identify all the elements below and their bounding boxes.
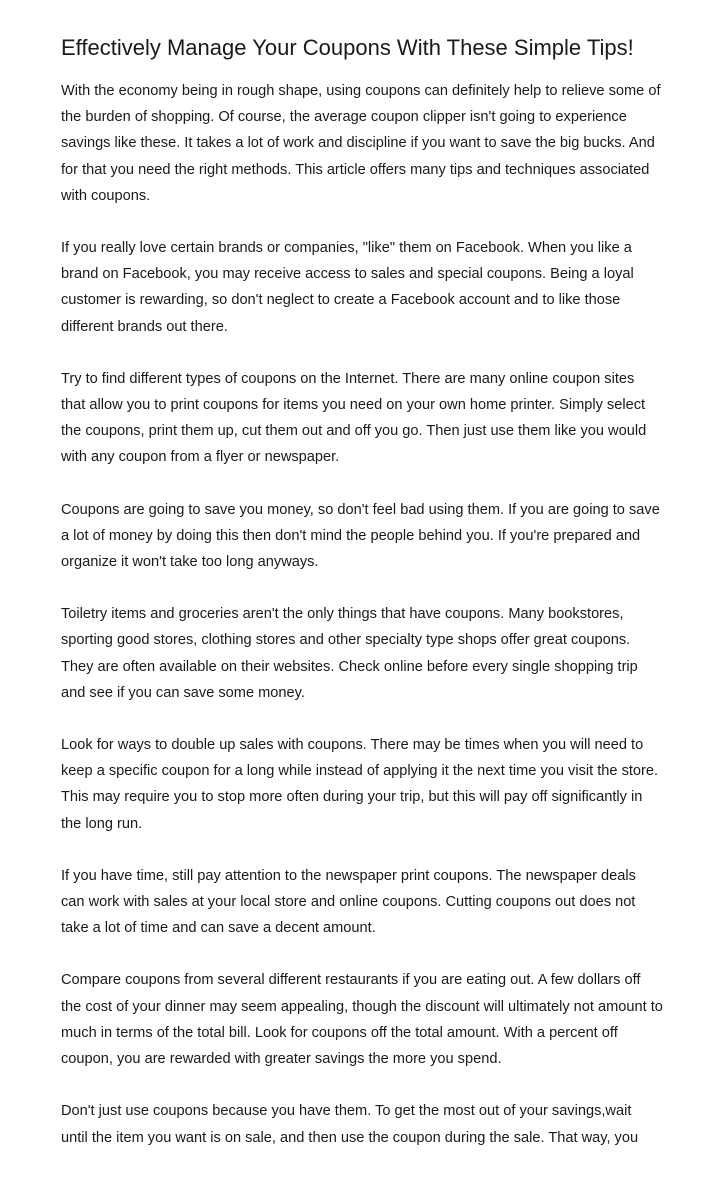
text-line: brand on Facebook, you may receive access to sales and special coupons. Being a loyal	[61, 266, 634, 283]
text-line: different brands out there.	[61, 318, 228, 335]
text-line: and see if you can save some money.	[61, 684, 305, 701]
paragraph	[61, 497, 673, 576]
text-line: keep a specific coupon for a long while instead of applying it the next time you visit the store.	[61, 763, 659, 780]
text-line: coupon, you are rewarded with greater savings the more you spend.	[61, 1051, 502, 1068]
text-line: With the economy being in rough shape, using coupons can definitely help to relieve some of	[61, 83, 661, 99]
text-line: a lot of money by doing this then don't mind the people behind you. If you're prepared and	[61, 527, 641, 544]
text-line: the cost of your dinner may seem appealing, though the discount will ultimately not amount to	[61, 998, 663, 1015]
text-line: can work with sales at your local store and online coupons. Cutting coupons out does not	[61, 894, 636, 911]
document-page	[61, 34, 673, 1177]
paragraph	[61, 601, 673, 706]
text-line: customer is rewarding, so don't neglect to create a Facebook account and to like those	[61, 292, 621, 309]
page-title: Effectively Manage Your Coupons With These Simple Tips!	[61, 35, 634, 60]
paragraph	[61, 235, 673, 340]
text-line: organize it won't take too long anyways.	[61, 554, 319, 571]
text-line: If you really love certain brands or companies, "like" them on Facebook. When you like a	[61, 240, 632, 257]
paragraph	[61, 863, 673, 942]
text-line: Look for ways to double up sales with coupons. There may be times when you will need to	[61, 737, 644, 754]
text-line: the burden of shopping. Of course, the average coupon clipper isn't going to experience	[61, 109, 627, 126]
text-line: Don't just use coupons because you have them. To get the most out of your savings,wait	[61, 1103, 632, 1120]
text-line: If you have time, still pay attention to the newspaper print coupons. The newspaper deals	[61, 867, 636, 884]
document-body	[61, 78, 673, 1151]
text-line: the coupons, print them up, cut them out and off you go. Then just use them like you would	[61, 423, 647, 440]
text-line: They are often available on their websites. Check online before every single shopping trip	[61, 658, 638, 675]
paragraph	[61, 1098, 673, 1150]
text-line: much in terms of the total bill. Look for coupons off the total amount. With a percent off	[61, 1024, 618, 1041]
paragraph	[61, 967, 673, 1072]
text-line: Toiletry items and groceries aren't the only things that have coupons. Many bookstores,	[61, 606, 624, 623]
text-line: take a lot of time and can save a decent amount.	[61, 920, 376, 937]
text-line: This may require you to stop more often during your trip, but this will pay off significantly in	[61, 789, 643, 806]
text-line: Try to find different types of coupons on the Internet. There are many online coupon sites	[61, 370, 635, 387]
text-line: with coupons.	[61, 187, 151, 204]
text-line: until the item you want is on sale, and then use the coupon during the sale. That way, you	[61, 1129, 639, 1146]
paragraph	[61, 732, 673, 837]
text-line: Compare coupons from several different restaurants if you are eating out. A few dollars off	[61, 972, 641, 989]
text-line: Coupons are going to save you money, so don't feel bad using them. If you are going to save	[61, 501, 660, 518]
text-line: with any coupon from a flyer or newspaper.	[61, 449, 340, 466]
text-line: for that you need the right methods. This article offers many tips and techniques associated	[61, 161, 650, 178]
text-line: sporting good stores, clothing stores and other specialty type shops offer great coupons.	[61, 632, 631, 649]
text-line: that allow you to print coupons for items you need on your own home printer. Simply select	[61, 397, 646, 414]
text-line: the long run.	[61, 815, 143, 832]
paragraph	[61, 366, 673, 471]
paragraph	[61, 78, 673, 209]
text-line: savings like these. It takes a lot of work and discipline if you want to save the big bucks. And	[61, 135, 655, 152]
